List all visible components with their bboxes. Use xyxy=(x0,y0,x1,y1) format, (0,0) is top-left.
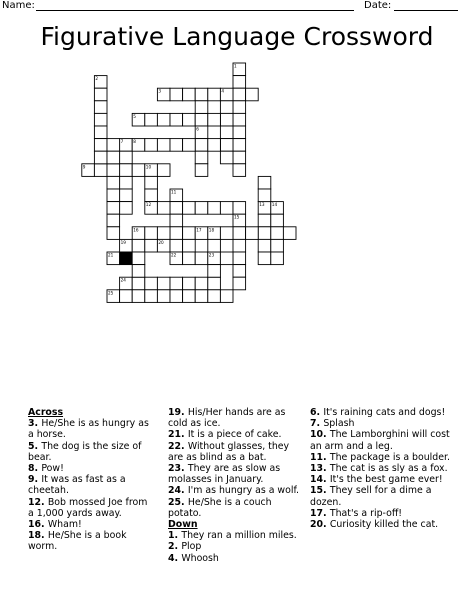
clue-number: 25. xyxy=(168,496,188,508)
grid-cell[interactable] xyxy=(183,252,196,265)
clue-number: 13. xyxy=(310,463,330,475)
grid-cell[interactable] xyxy=(170,239,183,252)
cell-number: 22 xyxy=(171,252,177,258)
grid-cell[interactable] xyxy=(195,113,208,126)
grid-cell[interactable] xyxy=(107,202,120,215)
grid-cell[interactable] xyxy=(183,202,196,215)
grid-cell[interactable] xyxy=(233,265,246,278)
grid-cell[interactable] xyxy=(157,277,170,290)
grid-cell[interactable] xyxy=(233,164,246,177)
cell-number: 9 xyxy=(82,164,86,170)
clue-text: He/She is a book worm. xyxy=(28,530,127,553)
clue-number: 24. xyxy=(168,485,188,497)
grid-cell[interactable] xyxy=(94,164,107,177)
grid-cell[interactable] xyxy=(233,277,246,290)
grid-cell[interactable] xyxy=(208,290,221,303)
grid-cell[interactable] xyxy=(195,277,208,290)
clue-item xyxy=(28,519,156,530)
clue-item xyxy=(310,463,460,474)
grid-cell[interactable] xyxy=(132,252,145,265)
clue-number: 5. xyxy=(28,440,42,452)
cell-number: 23 xyxy=(208,252,215,258)
clue-item xyxy=(28,474,156,496)
grid-cell[interactable] xyxy=(183,139,196,152)
grid-cell[interactable] xyxy=(233,252,246,265)
clue-number: 4. xyxy=(168,552,182,564)
clue-text: Bob mossed Joe from a 1,000 yards away. xyxy=(28,496,148,519)
grid-cell[interactable] xyxy=(145,290,158,303)
grid-cell[interactable] xyxy=(271,252,284,265)
clue-text: Wham! xyxy=(47,519,82,531)
grid-cell[interactable] xyxy=(195,139,208,152)
clue-text: He/She is a couch potato. xyxy=(168,496,272,519)
grid-cell[interactable] xyxy=(170,139,183,152)
grid-cell[interactable] xyxy=(145,227,158,240)
grid-cell[interactable] xyxy=(94,151,107,164)
clue-text: I'm as hungry as a wolf. xyxy=(187,485,300,497)
clue-text: His/Her hands are as cold as ice. xyxy=(168,407,286,430)
grid-cell[interactable] xyxy=(283,227,296,240)
cell-number: 7 xyxy=(120,139,124,145)
clue-item xyxy=(168,553,302,564)
grid-cell[interactable] xyxy=(271,227,284,240)
grid-cell[interactable] xyxy=(220,227,233,240)
grid-cell[interactable] xyxy=(132,265,145,278)
grid-cell[interactable] xyxy=(258,214,271,227)
grid-cell[interactable] xyxy=(170,290,183,303)
grid-cell[interactable] xyxy=(132,290,145,303)
clue-item xyxy=(28,441,156,463)
cell-number: 10 xyxy=(145,164,152,170)
grid-cell[interactable] xyxy=(107,214,120,227)
down-heading: Down xyxy=(168,519,198,531)
grid-cell[interactable] xyxy=(132,277,145,290)
grid-cell[interactable] xyxy=(157,202,170,215)
grid-cell[interactable] xyxy=(220,202,233,215)
clue-item xyxy=(310,519,460,530)
clue-number: 3. xyxy=(28,418,42,430)
grid-cell[interactable] xyxy=(120,151,133,164)
cell-number: 17 xyxy=(196,227,202,233)
grid-cell[interactable] xyxy=(233,101,246,114)
grid-cell[interactable] xyxy=(170,113,183,126)
grid-cell[interactable] xyxy=(233,88,246,101)
grid-cell[interactable] xyxy=(107,227,120,240)
clue-text: He/She is as hungry as a horse. xyxy=(28,418,149,441)
grid-cell[interactable] xyxy=(233,202,246,215)
grid-cell[interactable] xyxy=(246,88,259,101)
grid-cell[interactable] xyxy=(183,88,196,101)
grid-cell[interactable] xyxy=(170,227,183,240)
grid-cell[interactable] xyxy=(157,227,170,240)
clue-text: The Lamborghini will cost an arm and a leg. xyxy=(310,429,450,452)
clue-text: They are as slow as molasses in January. xyxy=(168,463,281,486)
clue-number: 7. xyxy=(310,418,324,430)
clue-item xyxy=(28,463,156,474)
grid-cell[interactable] xyxy=(157,164,170,177)
grid-cell[interactable] xyxy=(145,139,158,152)
grid-cell[interactable] xyxy=(107,139,120,152)
cell-number: 2 xyxy=(95,76,99,82)
clue-item xyxy=(168,463,302,485)
grid-cell[interactable] xyxy=(208,139,221,152)
clue-text: They sell for a dime a dozen. xyxy=(310,485,432,508)
clue-text: It's raining cats and dogs! xyxy=(323,407,446,418)
grid-cell[interactable] xyxy=(195,151,208,164)
clue-number: 12. xyxy=(28,496,48,508)
grid-cell[interactable] xyxy=(258,252,271,265)
clue-text: Plop xyxy=(181,541,202,553)
cell-number: 8 xyxy=(133,139,136,145)
grid-cell[interactable] xyxy=(94,101,107,114)
grid-cell[interactable] xyxy=(233,126,246,139)
grid-cell[interactable] xyxy=(195,290,208,303)
grid-cell[interactable] xyxy=(208,113,221,126)
grid-cell[interactable] xyxy=(157,113,170,126)
grid-cell[interactable] xyxy=(107,189,120,202)
clue-number: 17. xyxy=(310,507,330,519)
clue-number: 10. xyxy=(310,429,330,441)
cell-number: 14 xyxy=(271,202,278,208)
grid-cell[interactable] xyxy=(271,214,284,227)
grid-cell[interactable] xyxy=(233,113,246,126)
grid-cell[interactable] xyxy=(220,126,233,139)
clue-number: 21. xyxy=(168,429,188,441)
grid-cell[interactable] xyxy=(220,139,233,152)
cell-number: 6 xyxy=(196,126,199,132)
grid-cell[interactable] xyxy=(120,290,133,303)
clue-item xyxy=(168,497,302,519)
grid-cell[interactable] xyxy=(145,277,158,290)
clue-number: 14. xyxy=(310,474,330,486)
clue-item xyxy=(168,429,302,440)
clue-number: 2. xyxy=(168,541,182,553)
clue-number: 16. xyxy=(28,519,48,531)
cell-number: 1 xyxy=(234,63,237,69)
clues-col-1 xyxy=(28,407,156,553)
cell-number: 20 xyxy=(158,239,164,245)
clue-text: Curiosity killed the cat. xyxy=(329,519,439,531)
cell-number: 4 xyxy=(221,88,225,94)
cell-number: 3 xyxy=(158,88,162,94)
clue-item xyxy=(310,418,460,429)
grid-cell[interactable] xyxy=(107,164,120,177)
clue-number: 1. xyxy=(168,530,182,542)
cell-number: 16 xyxy=(133,227,139,233)
clue-text: The dog is the size of bear. xyxy=(28,440,142,463)
clues-col-2 xyxy=(168,407,302,564)
cell-number: 11 xyxy=(171,189,177,195)
clue-item xyxy=(168,407,302,429)
clue-text: They ran a million miles. xyxy=(181,530,297,542)
clue-text: Splash xyxy=(323,418,355,430)
grid-cell[interactable] xyxy=(233,139,246,152)
grid-cell[interactable] xyxy=(220,252,233,265)
grid-cell[interactable] xyxy=(170,277,183,290)
cell-number: 18 xyxy=(208,227,215,233)
clue-item xyxy=(168,541,302,552)
grid-cell[interactable] xyxy=(195,88,208,101)
cell-number: 25 xyxy=(108,290,114,296)
clue-text: The package is a boulder. xyxy=(329,451,450,463)
across-heading: Across xyxy=(28,407,64,418)
clue-item xyxy=(310,508,460,519)
grid-cell[interactable] xyxy=(145,189,158,202)
grid-cell[interactable] xyxy=(195,252,208,265)
grid-cell[interactable] xyxy=(258,227,271,240)
grid-cell[interactable] xyxy=(220,113,233,126)
cell-number: 24 xyxy=(120,277,126,283)
clue-number: 11. xyxy=(310,451,330,463)
grid-cell[interactable] xyxy=(94,113,107,126)
clue-text: The cat is as sly as a fox. xyxy=(329,463,448,475)
cell-number: 5 xyxy=(133,113,136,119)
clue-item xyxy=(168,441,302,463)
grid-cell[interactable] xyxy=(258,189,271,202)
grid-cell[interactable] xyxy=(195,164,208,177)
clue-item xyxy=(310,407,460,418)
cell-number: 21 xyxy=(108,252,114,258)
clue-number: 6. xyxy=(310,407,324,418)
grid-cell[interactable] xyxy=(145,239,158,252)
grid-cell[interactable] xyxy=(120,176,133,189)
grid-cell[interactable] xyxy=(220,151,233,164)
clue-number: 20. xyxy=(310,519,330,531)
name-label: Name: xyxy=(2,0,35,11)
grid-cell[interactable] xyxy=(233,76,246,89)
grid-cell[interactable] xyxy=(258,239,271,252)
clues-col-3 xyxy=(310,407,460,530)
grid-cell[interactable] xyxy=(233,227,246,240)
grid-cell[interactable] xyxy=(220,101,233,114)
clue-text: Whoosh xyxy=(181,552,219,564)
grid-cell[interactable] xyxy=(183,290,196,303)
grid-cell[interactable] xyxy=(170,214,183,227)
clue-number: 9. xyxy=(28,474,42,486)
cell-number: 15 xyxy=(234,214,240,220)
grid-cell[interactable] xyxy=(120,202,133,215)
clue-number: 15. xyxy=(310,485,330,497)
grid-cell[interactable] xyxy=(107,176,120,189)
clue-number: 19. xyxy=(168,407,188,418)
grid-cell[interactable] xyxy=(233,151,246,164)
grid-cell[interactable] xyxy=(132,164,145,177)
clue-item xyxy=(168,530,302,541)
grid-cell[interactable] xyxy=(120,189,133,202)
grid-cell[interactable] xyxy=(208,239,221,252)
clue-item xyxy=(310,429,460,451)
date-label: Date: xyxy=(364,0,392,11)
clue-text: Without glasses, they are as blind as a bat. xyxy=(168,440,290,463)
page-title: Figurative Language Crossword xyxy=(40,22,434,51)
clue-item xyxy=(28,530,156,552)
clue-text: It's the best game ever! xyxy=(329,474,443,486)
grid-cell[interactable] xyxy=(183,239,196,252)
grid-cell[interactable] xyxy=(183,227,196,240)
clue-text: Pow! xyxy=(41,463,64,475)
clue-number: 23. xyxy=(168,463,188,475)
grid-cell[interactable] xyxy=(157,139,170,152)
grid-cell[interactable] xyxy=(94,88,107,101)
grid-cell[interactable] xyxy=(94,126,107,139)
grid-cell[interactable] xyxy=(145,176,158,189)
grid-cell[interactable] xyxy=(271,239,284,252)
grid-cell[interactable] xyxy=(157,290,170,303)
cell-number: 13 xyxy=(259,202,265,208)
clue-item xyxy=(310,474,460,485)
grid-cell[interactable] xyxy=(195,101,208,114)
grid-cell[interactable] xyxy=(145,113,158,126)
clue-text: That's a rip-off! xyxy=(329,507,403,519)
grid-cell[interactable] xyxy=(170,202,183,215)
clue-number: 8. xyxy=(28,463,42,475)
clue-number: 22. xyxy=(168,440,188,452)
clue-item xyxy=(28,418,156,440)
grid-cell[interactable] xyxy=(208,277,221,290)
grid-cell[interactable] xyxy=(183,277,196,290)
grid-cell[interactable] xyxy=(208,265,221,278)
clue-item xyxy=(310,485,460,507)
grid-cell[interactable] xyxy=(233,239,246,252)
grid-cell[interactable] xyxy=(246,227,259,240)
grid-cell[interactable] xyxy=(94,139,107,152)
grid-cell[interactable] xyxy=(208,88,221,101)
cell-number: 19 xyxy=(120,239,126,245)
black-cell xyxy=(120,252,133,265)
cell-number: 12 xyxy=(145,202,152,208)
grid-cell[interactable] xyxy=(220,290,233,303)
grid-cell[interactable] xyxy=(170,88,183,101)
clue-item xyxy=(28,497,156,519)
grid-cell[interactable] xyxy=(258,176,271,189)
grid-cell[interactable] xyxy=(132,239,145,252)
grid-cell[interactable] xyxy=(183,113,196,126)
clue-text: It is a piece of cake. xyxy=(187,429,282,441)
grid-cell[interactable] xyxy=(120,164,133,177)
clue-text: It was as fast as a cheetah. xyxy=(28,474,126,497)
clue-item xyxy=(168,485,302,496)
clue-item xyxy=(310,452,460,463)
clue-number: 18. xyxy=(28,530,48,542)
grid-cell[interactable] xyxy=(195,202,208,215)
grid-cell[interactable] xyxy=(208,202,221,215)
grid-cell[interactable] xyxy=(107,151,120,164)
